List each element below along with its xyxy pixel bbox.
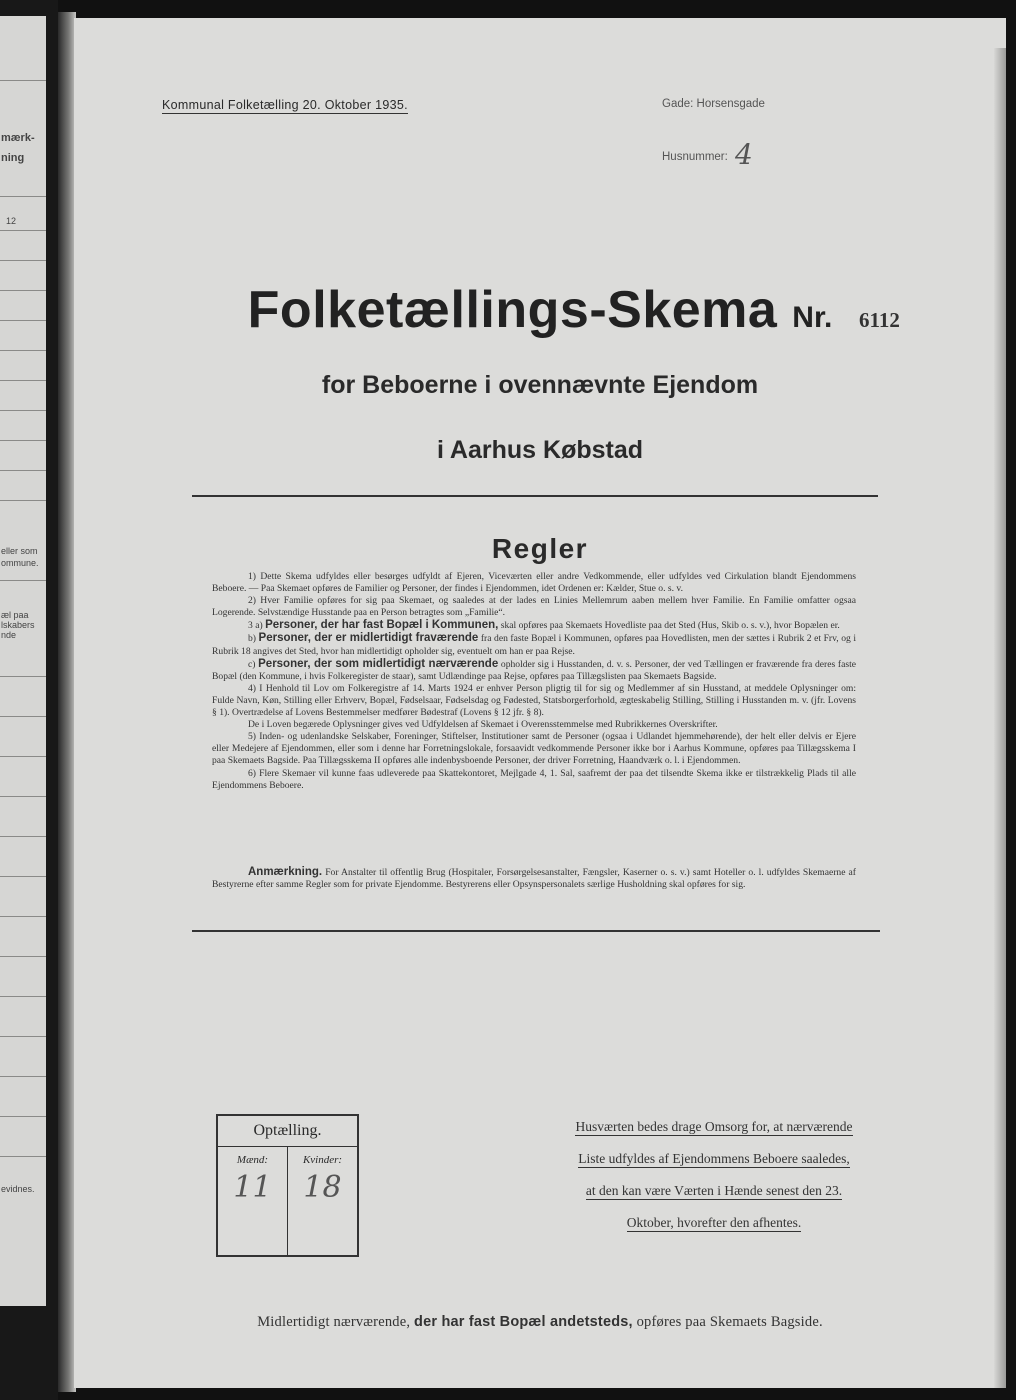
left-fragment: mærk- — [1, 132, 35, 144]
remark-heading: Anmærkning. — [248, 866, 323, 878]
notice-line-4: Oktober, hvorefter den afhentes. — [626, 1215, 802, 1230]
left-fragment: evidnes. — [1, 1184, 35, 1194]
left-rule — [0, 260, 46, 261]
left-fragment: æl paa — [1, 610, 29, 620]
notice-line — [514, 1116, 914, 1138]
rule-2: 2) Hver Familie opføres for sig paa Skemaet, og saaledes at der lades en Linies Mellemrum aaben mellem hver Familie. En Familie omfatter ogsaa Logerende. Selvstændige Husstande paa en Person betragtes som „Familie“. — [212, 595, 856, 619]
rule-3b-heading: Personer, der er midlertidigt fraværende — [258, 632, 479, 645]
women-label: Kvinder: — [302, 1154, 343, 1166]
left-rule — [0, 290, 46, 291]
left-rule — [0, 196, 46, 197]
left-rule — [0, 756, 46, 757]
rule-1: 1) Dette Skema udfyldes eller besørges udfyldt af Ejeren, Viceværten eller andre Vedkommende, eller udfyldes ved Cirkulation blandt Ejendommens Beboere. — Paa Skemaet opføres de Familier og Personer, der findes i Ejendommen, idet Ordenen er: Kælder, Stue o. s. v. — [212, 571, 856, 595]
left-rule — [0, 320, 46, 321]
divider — [192, 495, 878, 497]
form-subtitle: for Beboerne i ovennævnte Ejendom — [321, 371, 759, 399]
count-title: Optælling. — [218, 1116, 357, 1147]
left-rule — [0, 350, 46, 351]
rule-3a — [212, 619, 856, 632]
footer-pre: Midlertidigt nærværende, — [257, 1314, 411, 1330]
left-rule — [0, 80, 46, 81]
rule-3a-text: skal opføres paa Skemaets Hovedliste paa det Sted (Hus, Skib o. s. v.), hvor Bopælen er. — [500, 620, 840, 632]
footer-note — [74, 1314, 1006, 1331]
left-fragment: nde — [1, 630, 17, 640]
left-rule — [0, 1036, 46, 1037]
street-row — [662, 98, 765, 110]
left-rule — [0, 996, 46, 997]
house-number-row — [662, 134, 753, 171]
left-rule — [0, 1156, 46, 1157]
remark-paragraph — [212, 866, 856, 891]
rule-6: 6) Flere Skemaer vil kunne faas udleverede paa Skattekontoret, Mejlgade 4, 1. Sal, saafremt der paa det tilsendte Skema ikke er tilstrækkelig Plads til alle Ejendommens Beboere. — [212, 767, 856, 791]
left-rule — [0, 470, 46, 471]
rule-3b-text: fra den faste Bopæl i Kommunen, opføres paa Hovedlisten, men der sættes i Rubrik 2 et Frv, og i Rubrik 18 angives det Sted, hvor han midlertidigt opholder sig, eventuelt om han er paa Rejse. — [212, 633, 856, 657]
census-form-page — [74, 18, 1006, 1388]
rules-body — [212, 571, 856, 792]
notice-line — [514, 1148, 914, 1170]
rule-5: 5) Inden- og udenlandske Selskaber, Foreninger, Stiftelser, Institutioner samt de Personer (ogsaa i Udlandet hjemmehørende), der helt eller delvis er Ejere eller Medejere af Ejendommen, eller som i denne har Forretningslokale, forsaavidt vedkommende Personer ikke bor i Aarhus Kommune, opføres paa Tillægsskema I paa Skemaets Bagside. Paa Tillægsskema II opføres alle indenbysboende Personer, der driver Forretning, Haandværk o. l. i Ejendommen. — [212, 731, 856, 767]
rule-3c-heading: Personer, der som midlertidigt nærværende — [258, 657, 499, 670]
left-rule — [0, 916, 46, 917]
left-rule — [0, 580, 46, 581]
notice-line — [514, 1180, 914, 1202]
street-label: Gade: — [662, 98, 694, 110]
rule-4b: De i Loven begærede Oplysninger gives ved Udfyldelsen af Skemaet i Overensstemmelse med Rubrikkernes Overskrifter. — [248, 719, 718, 731]
left-rule — [0, 230, 46, 231]
rule-3a-number: 3 a) — [248, 620, 263, 632]
count-box — [216, 1114, 359, 1257]
rule-3a-heading: Personer, der har fast Bopæl i Kommunen, — [265, 619, 499, 632]
left-rule — [0, 876, 46, 877]
left-rule — [0, 836, 46, 837]
rule-3c — [212, 658, 856, 683]
rule-3b — [212, 632, 856, 657]
adjacent-page-fragment — [0, 16, 46, 1306]
rule-3c-number: c) — [248, 658, 256, 670]
notice-line-2: Liste udfyldes af Ejendommens Beboere saaledes, — [578, 1151, 850, 1166]
remark-text: For Anstalter til offentlig Brug (Hospitaler, Forsørgelsesanstalter, Fængsler, Kaserner o. s. v.) samt Hoteller o. l. udfyldes Skemaerne af Bestyrerne efter samme Regler som for private Ejendomme. Bestyrerens eller Opsynspersonalets særlige Husholdning skal opføres for sig. — [212, 867, 856, 891]
left-fragment: 12 — [6, 216, 17, 226]
notice-line-3: at den kan være Værten i Hænde senest den 23. — [585, 1183, 843, 1198]
form-nr-label: Nr. — [792, 301, 833, 334]
form-subtitle-city: i Aarhus Købstad — [436, 436, 644, 464]
footer-post: opføres paa Skemaets Bagside. — [636, 1314, 823, 1330]
left-rule — [0, 500, 46, 501]
landlord-notice — [514, 1116, 914, 1244]
page-edge-shadow — [994, 48, 1006, 1388]
women-count-column — [288, 1147, 357, 1255]
notice-line — [514, 1212, 914, 1234]
house-number-value: 4 — [735, 138, 753, 171]
left-fragment: ommune. — [1, 558, 39, 568]
census-header: Kommunal Folketælling 20. Oktober 1935. — [162, 98, 408, 112]
left-rule — [0, 410, 46, 411]
rule-4: 4) I Henhold til Lov om Folkeregistre af 14. Marts 1924 er enhver Person pligtig til for sig og Medlemmer af sin Husstand, at meddele Oplysninger om: Fulde Navn, Køn, Stilling eller Erhverv, Bopæl, Fødselsaar, Fødselsdag og Fødested, Statsborgerforhold, ægteskabelig Stilling, Stilling i Husstanden m. v. (jfr. Lovens § 1). Overtrædelse af Lovens Bestemmelser medfører Bødestraf (Lovens § 12 jfr. § 8). — [212, 682, 856, 719]
rules-heading: Regler — [491, 533, 589, 564]
left-rule — [0, 676, 46, 677]
footer-bold: der har fast Bopæl andetsteds, — [414, 1314, 633, 1330]
men-count-value: 11 — [233, 1170, 272, 1205]
women-count-value: 18 — [303, 1170, 342, 1205]
form-number: 6112 — [859, 308, 900, 332]
left-rule — [0, 440, 46, 441]
left-rule — [0, 956, 46, 957]
house-number-label: Husnummer: — [662, 151, 728, 163]
notice-line-1: Husværten bedes drage Omsorg for, at nærværende — [575, 1119, 853, 1134]
left-rule — [0, 1116, 46, 1117]
divider — [192, 930, 880, 932]
rule-3b-number: b) — [248, 633, 256, 645]
left-fragment: lskabers — [1, 620, 35, 630]
left-rule — [0, 796, 46, 797]
rule-3c-text: opholder sig i Husstanden, d. v. s. Personer, der ved Tællingen er fraværende fra deres faste Bopæl (den Kommune, i hvis Folkeregister de staar), samt Udlændinge paa Rejse, opføres paa Tillægslisten paa Skemaets Bagside. — [212, 658, 856, 682]
left-rule — [0, 1076, 46, 1077]
left-fragment: eller som — [1, 546, 38, 556]
left-fragment: ning — [1, 152, 25, 164]
left-rule — [0, 716, 46, 717]
street-value: Horsensgade — [696, 98, 765, 110]
men-count-column — [218, 1147, 288, 1255]
form-title-main: Folketællings-Skema — [247, 281, 778, 339]
men-label: Mænd: — [236, 1154, 269, 1166]
remark — [212, 866, 856, 891]
left-rule — [0, 380, 46, 381]
